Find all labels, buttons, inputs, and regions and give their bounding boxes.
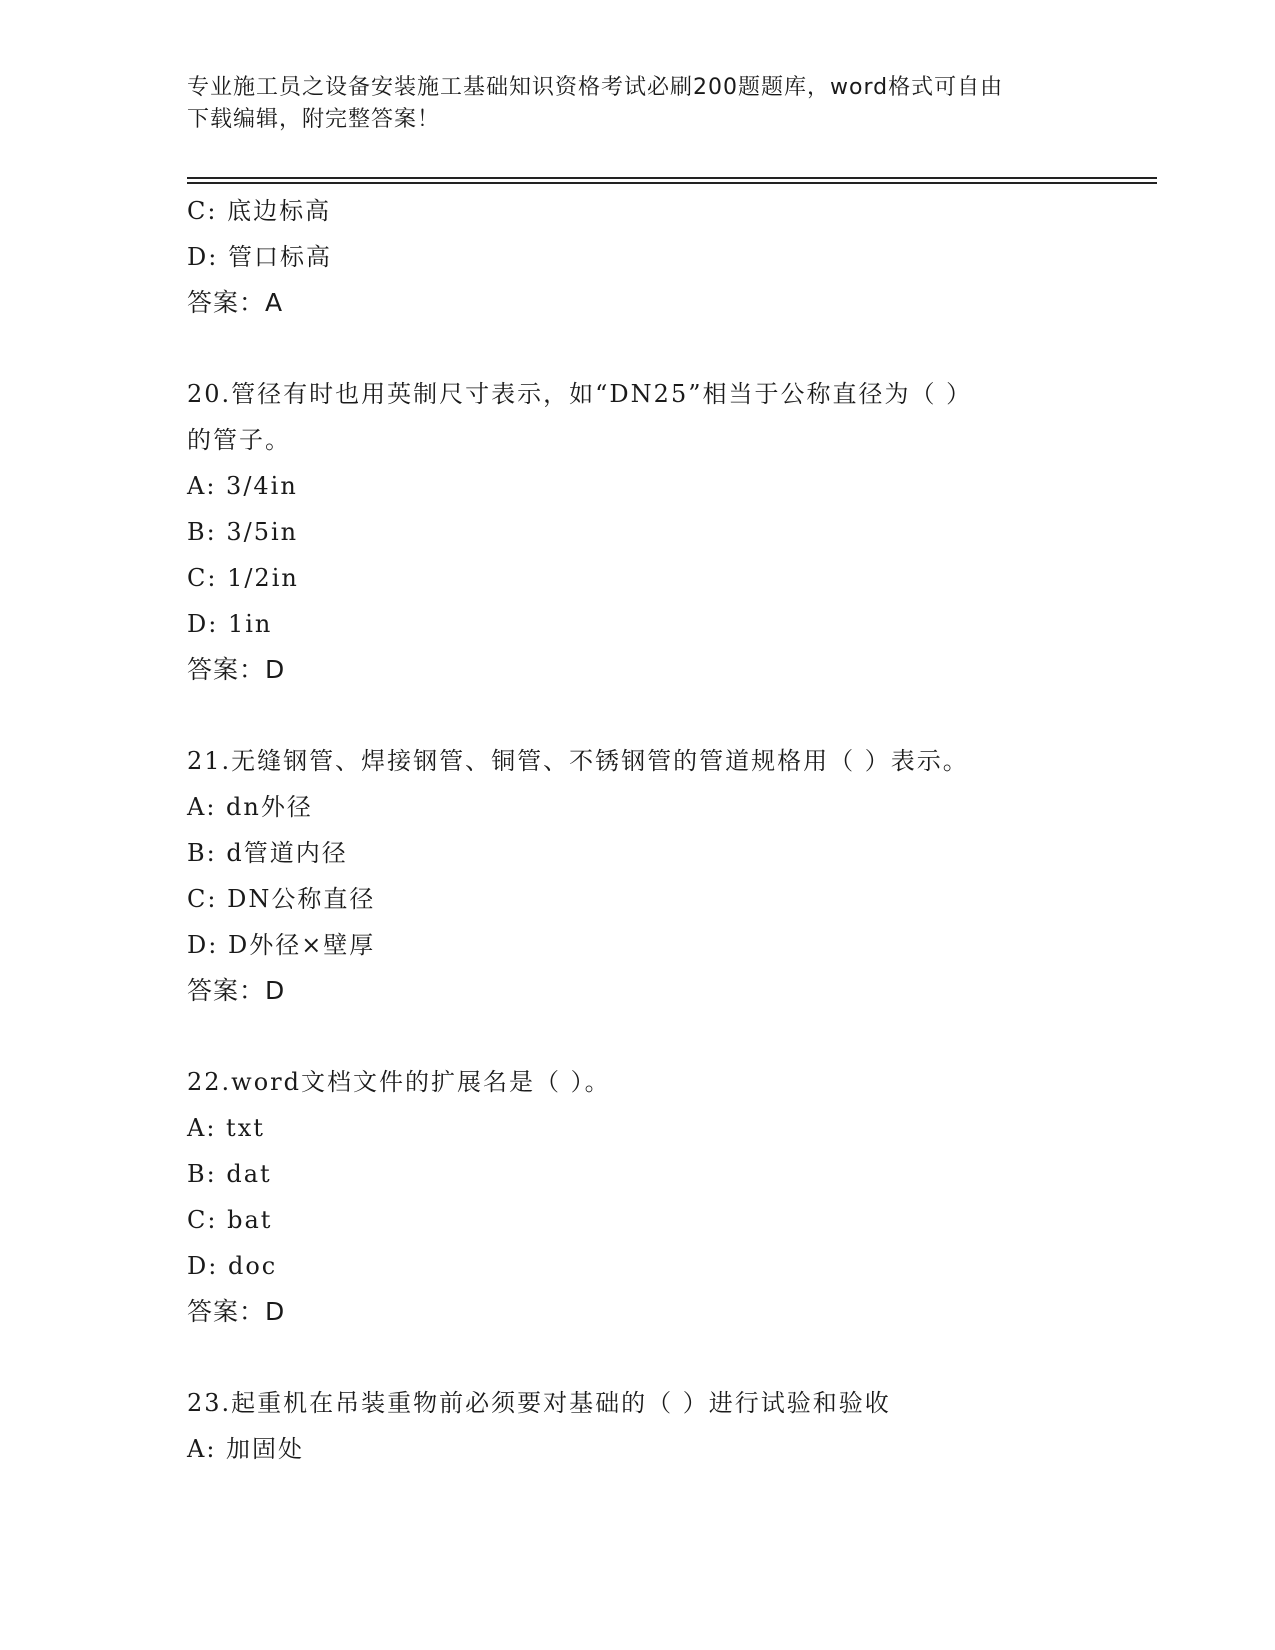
answer: 答案：D — [187, 976, 286, 1005]
option-d: D: 1in — [187, 610, 273, 638]
header-rule-top — [187, 177, 1157, 179]
option-b: B: dat — [187, 1160, 272, 1188]
question-21 — [187, 738, 1147, 1014]
question-22 — [187, 1059, 1147, 1335]
question-stem: 22.word文档文件的扩展名是（ ）。 — [187, 1068, 611, 1096]
option-c: C: bat — [187, 1206, 273, 1234]
option-a: A: dn外径 — [187, 793, 313, 821]
answer: 答案：D — [187, 655, 286, 684]
option-a: A: 加固处 — [187, 1435, 305, 1463]
header-line-1: 专业施工员之设备安装施工基础知识资格考试必刷200题题库，word格式可自由 — [187, 75, 1004, 100]
document-header — [187, 72, 1067, 136]
question-19 — [187, 188, 1147, 326]
option-d: D: doc — [187, 1252, 278, 1280]
option-a: A: 3/4in — [187, 472, 298, 500]
option-d: D: D外径×壁厚 — [187, 931, 376, 959]
option-c: C: 底边标高 — [187, 197, 332, 225]
question-20 — [187, 371, 1147, 693]
option-b: B: d管道内径 — [187, 839, 348, 867]
header-line-2: 下载编辑，附完整答案！ — [187, 107, 441, 132]
question-stem: 23.起重机在吊装重物前必须要对基础的（ ）进行试验和验收 — [187, 1389, 891, 1417]
answer: 答案：A — [187, 288, 284, 317]
question-23 — [187, 1380, 1147, 1472]
answer: 答案：D — [187, 1297, 286, 1326]
question-list — [187, 188, 1147, 1472]
header-rule-bottom — [187, 182, 1157, 184]
option-d: D: 管口标高 — [187, 243, 332, 271]
question-stem: 20.管径有时也用英制尺寸表示，如“DN25”相当于公称直径为（ ） — [187, 380, 973, 408]
question-stem: 21.无缝钢管、焊接钢管、铜管、不锈钢管的管道规格用（ ）表示。 — [187, 747, 969, 775]
option-c: C: 1/2in — [187, 564, 299, 592]
question-stem-continued: 的管子。 — [187, 426, 291, 454]
option-b: B: 3/5in — [187, 518, 299, 546]
option-a: A: txt — [187, 1114, 265, 1142]
option-c: C: DN公称直径 — [187, 885, 376, 913]
